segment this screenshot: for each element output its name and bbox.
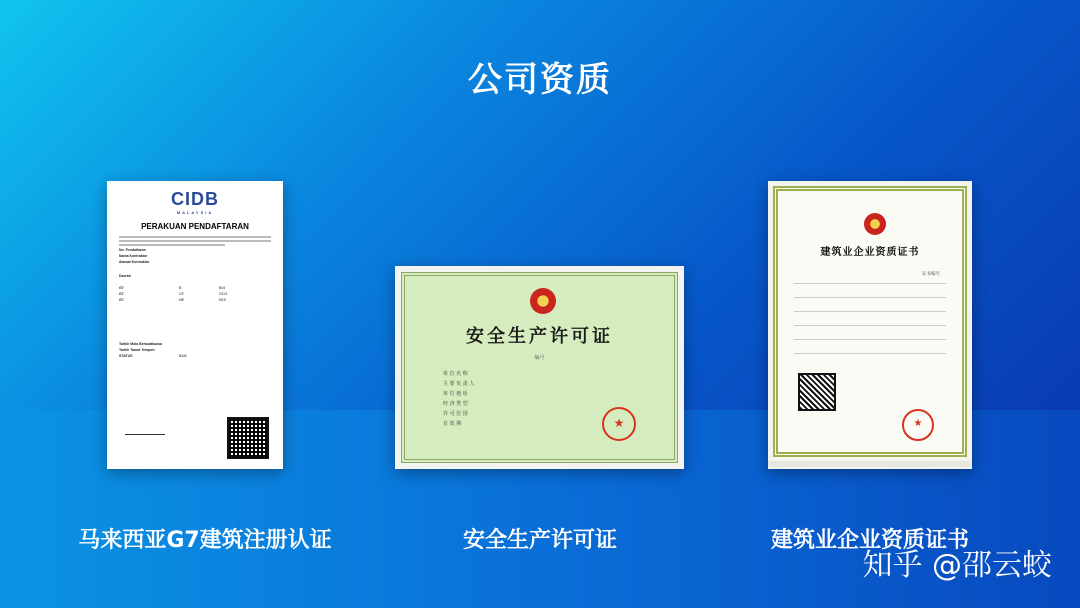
grade-row <box>119 292 271 296</box>
grade-gred: G7 <box>119 286 124 290</box>
caption-construction: 建筑业企业资质证书 <box>770 528 969 553</box>
license-row: 主 要 负 责 人 <box>443 381 475 387</box>
qr-code-icon <box>798 373 836 411</box>
license-row: 许 可 范 围 <box>443 411 468 417</box>
construction-qualification-certificate <box>768 181 972 469</box>
page-title: 公司资质 <box>468 60 612 100</box>
divider <box>794 283 946 284</box>
grade-row <box>119 286 271 290</box>
license-row: 有 效 期 <box>443 421 462 427</box>
national-emblem-icon <box>530 288 556 314</box>
caption-safety: 安全生产许可证 <box>462 528 617 553</box>
certificate-footer <box>768 461 972 467</box>
field-label: Tarikh Tamat Tempoh <box>119 348 155 352</box>
cidb-logo-text: CIDB <box>171 189 219 209</box>
divider <box>794 297 946 298</box>
field-row <box>119 248 271 252</box>
official-seal-icon: ★ <box>602 407 636 441</box>
cidb-logo <box>107 189 283 215</box>
grade-kategori: ME <box>179 298 185 302</box>
field-row <box>119 342 271 346</box>
divider <box>794 311 946 312</box>
license-row: 单 位 地 址 <box>443 391 468 397</box>
grade-row <box>119 298 271 302</box>
field-label: No. Pendaftaran <box>119 248 146 252</box>
field-label: Nama Kontraktor <box>119 254 148 258</box>
field-label: Daerah <box>119 274 131 278</box>
certificate-name: 建筑业企业资质证书 <box>820 247 920 258</box>
watermark: 知乎 @邵云蛟 <box>862 548 1052 583</box>
grade-kategori: CE <box>179 292 184 296</box>
official-seal-icon: ★ <box>902 409 934 441</box>
license-row: 单 位 名 称 <box>443 371 468 377</box>
grade-pengkhususan: B04 <box>219 286 226 290</box>
certificate-number-label: 证书编号 <box>922 272 940 277</box>
certificate-heading: PERAKUAN PENDAFTARAN <box>141 222 249 231</box>
divider <box>794 353 946 354</box>
license-row: 经 济 类 型 <box>443 401 468 407</box>
field-row <box>119 348 271 352</box>
certificate-frame <box>401 272 678 463</box>
caption-malaysia: 马来西亚G7建筑注册认证 <box>78 528 332 553</box>
field-row <box>119 274 271 278</box>
field-row <box>119 254 271 258</box>
status-value: BAIK <box>179 354 187 358</box>
field-row <box>119 260 271 264</box>
signature <box>125 418 165 435</box>
license-name: 安全生产许可证 <box>466 326 613 347</box>
grade-gred: G7 <box>119 292 124 296</box>
malaysia-registration-certificate <box>107 181 283 469</box>
certificate-frame <box>773 186 967 457</box>
license-number-label: 编号 <box>534 355 545 361</box>
national-emblem-icon <box>864 213 886 235</box>
field-label: STATUS <box>119 354 133 358</box>
divider <box>794 339 946 340</box>
grade-kategori: B <box>179 286 182 290</box>
qr-code-icon <box>227 417 269 459</box>
grade-pengkhususan: M15 <box>219 298 226 302</box>
grade-pengkhususan: CE21 <box>219 292 228 296</box>
cidb-logo-sub: MALAYSIA <box>176 210 214 215</box>
divider <box>794 325 946 326</box>
grade-gred: G7 <box>119 298 124 302</box>
field-label: Alamat Kontraktor <box>119 260 150 264</box>
field-row <box>119 354 271 358</box>
safety-production-license <box>395 266 684 469</box>
body-text <box>119 236 271 246</box>
field-label: Tarikh Mula Berkuatkuasa <box>119 342 163 346</box>
